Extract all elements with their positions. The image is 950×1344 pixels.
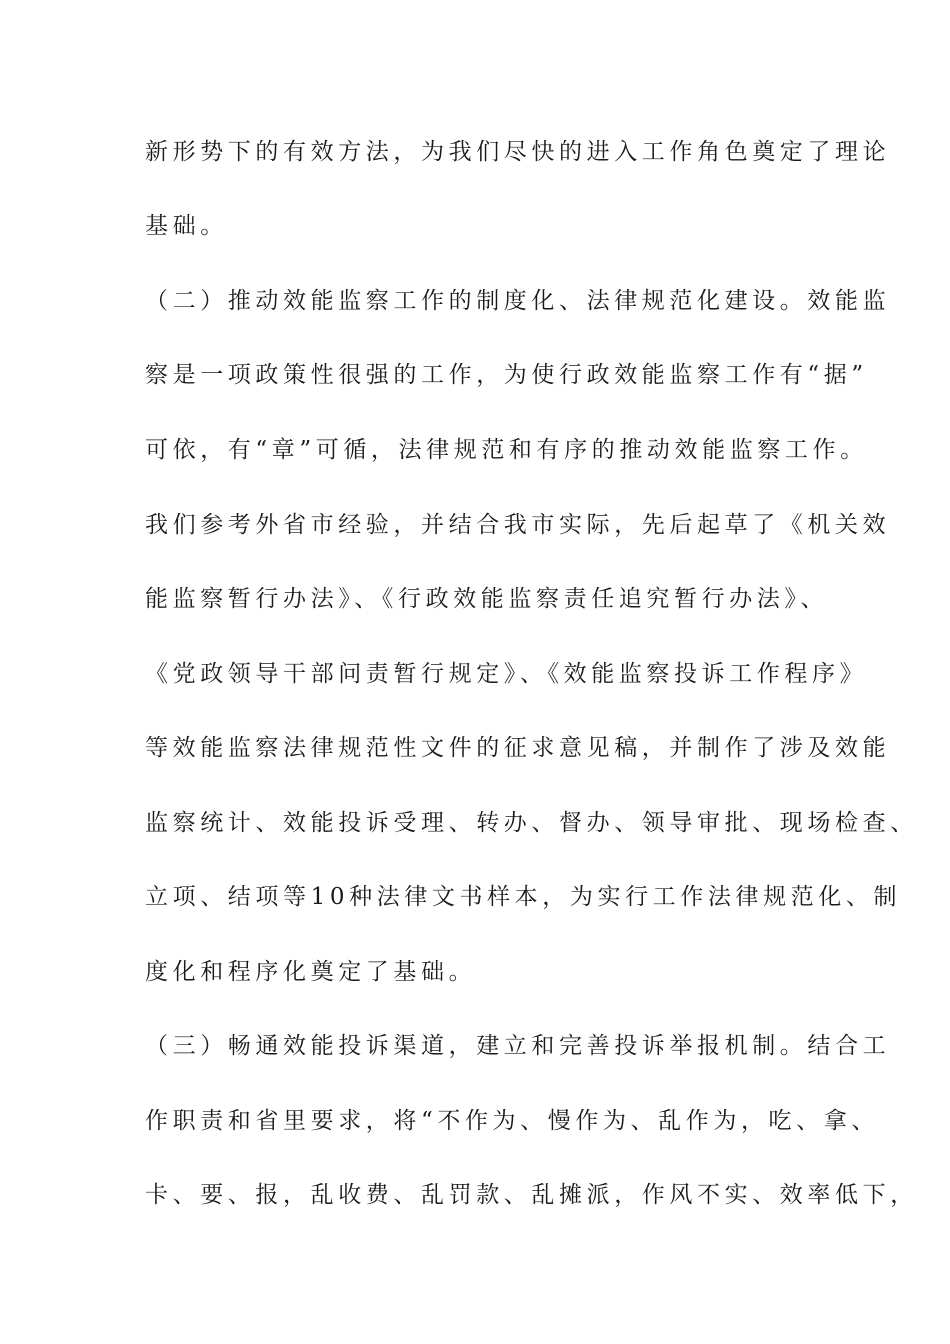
text-line-4: 察是一项政策性很强的工作，为使行政效能监察工作有“据” [145,362,868,388]
text-line-12: 度化和程序化奠定了基础。 [145,959,477,985]
text-line-9: 等效能监察法律规范性文件的征求意见稿，并制作了涉及效能 [145,735,891,761]
text-line-13: （三）畅通效能投诉渠道，建立和完善投诉举报机制。结合工 [145,1033,891,1059]
text-line-10: 监察统计、效能投诉受理、转办、督办、领导审批、现场检查、 [145,810,918,836]
text-line-5: 可依，有“章”可循，法律规范和有序的推动效能监察工作。 [145,437,868,463]
text-line-2: 基础。 [145,213,228,239]
text-line-1: 新形势下的有效方法，为我们尽快的进入工作角色奠定了理论 [145,139,891,165]
text-line-6: 我们参考外省市经验，并结合我市实际，先后起草了《机关效 [145,512,891,538]
text-line-3: （二）推动效能监察工作的制度化、法律规范化建设。效能监 [145,288,891,314]
text-line-14: 作职责和省里要求，将“不作为、慢作为、乱作为，吃、拿、 [145,1108,879,1134]
text-line-8: 《党政领导干部问责暂行规定》、《效能监察投诉工作程序》 [145,661,868,687]
text-line-11: 立项、结项等10种法律文书样本，为实行工作法律规范化、制 [145,884,902,910]
text-line-7: 能监察暂行办法》、《行政效能监察责任追究暂行办法》、 [145,586,829,612]
text-line-15: 卡、要、报，乱收费、乱罚款、乱摊派，作风不实、效率低下， [145,1182,918,1208]
